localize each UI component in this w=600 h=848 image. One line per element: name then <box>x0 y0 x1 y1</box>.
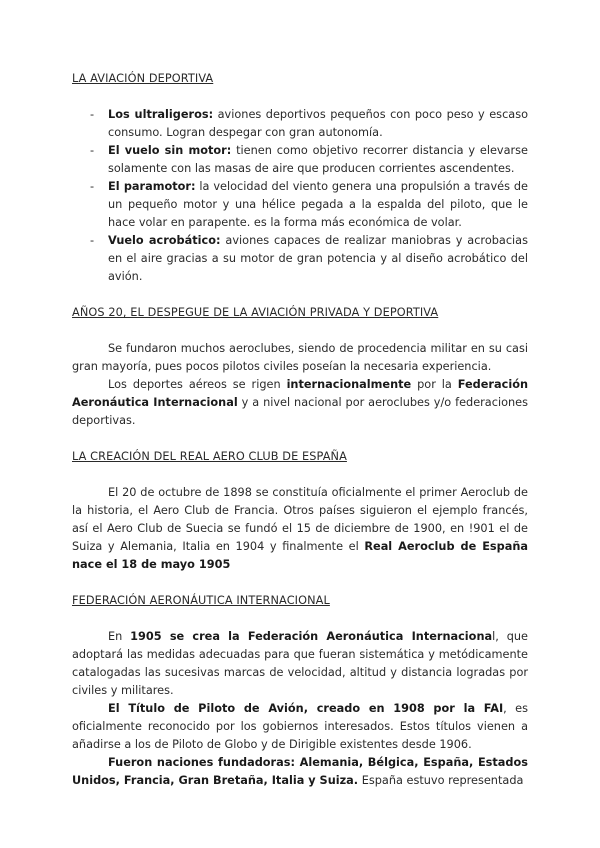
bullet-list <box>72 106 528 286</box>
bold-text: 1905 se crea la Federación Aeronáutica Internaciona <box>130 630 493 643</box>
section-heading: LA CREACIÓN DEL REAL AERO CLUB DE ESPAÑA <box>72 450 347 463</box>
bullet-dash: - <box>90 180 95 193</box>
paragraph <box>72 376 528 430</box>
bold-text: Fueron naciones fundadoras: Alemania, Bélgica, España, Estados Unidos, Francia, Gran Bretaña, Italia y Suiza. <box>72 756 528 787</box>
bold-text: El Título de Piloto de Avión, creado en 1908 por la FAI <box>108 702 504 715</box>
paragraph <box>72 484 528 574</box>
text-run: Los deportes aéreos se rigen <box>108 378 287 391</box>
paragraph <box>72 754 528 790</box>
list-item <box>72 232 528 286</box>
section-heading: LA AVIACIÓN DEPORTIVA <box>72 72 214 85</box>
paragraph: Se fundaron muchos aeroclubes, siendo de procedencia militar en su casi gran mayoría, pues pocos pilotos civiles poseían la necesaria experiencia. <box>72 342 528 373</box>
term: El vuelo sin motor: <box>108 144 232 157</box>
list-item <box>72 178 528 232</box>
list-item <box>72 106 528 142</box>
bullet-dash: - <box>90 234 95 247</box>
text-run: , es oficialmente reconocido por los gobiernos interesados. Estos títulos vienen a añadirse a los de Piloto de Globo y de Dirigible existentes desde 1906. <box>72 702 528 751</box>
text-run: por la <box>411 378 458 391</box>
text-run: l, que adoptará las medidas adecuadas para que fueran sistemática y metódicamente catalogadas las sucesivas marcas de velocidad, altitud y distancia logradas por civiles y militares. <box>72 630 529 697</box>
term: El paramotor: <box>108 180 196 193</box>
term-description: aviones deportivos pequeños con poco peso y escaso consumo. Logran despegar con gran autonomía. <box>108 108 528 139</box>
section-heading: FEDERACIÓN AERONÁUTICA INTERNACIONAL <box>72 594 330 607</box>
text-run: El 20 de octubre de 1898 se constituía oficialmente el primer Aeroclub de la historia, el Aero Club de Francia. Otros países siguieron el ejemplo francés, así el Aero Club de Suecia se fundó el 15 de diciembre de 1900, en !901 el de Suiza y Alemania, Italia en 1904 y finalmente el <box>72 486 528 553</box>
bold-text: Real Aeroclub de España nace el 18 de mayo 1905 <box>72 540 529 571</box>
term: Los ultraligeros: <box>108 108 214 121</box>
term-description: tienen como objetivo recorrer distancia y elevarse solamente con las masas de aire que producen corrientes ascendentes. <box>108 144 529 175</box>
bold-text: internacionalmente <box>286 378 412 391</box>
bullet-dash: - <box>90 108 95 121</box>
section-aviacion-deportiva <box>72 70 528 286</box>
paragraph <box>72 700 528 754</box>
bullet-dash: - <box>90 144 95 157</box>
text-run: España estuvo representada <box>358 774 524 787</box>
section-heading: AÑOS 20, EL DESPEGUE DE LA AVIACIÓN PRIVADA Y DEPORTIVA <box>72 306 439 319</box>
text-run: y a nivel nacional por aeroclubes y/o federaciones deportivas. <box>72 396 528 427</box>
paragraph <box>72 628 528 700</box>
term: Vuelo acrobático: <box>108 234 221 247</box>
section-fai <box>72 592 528 790</box>
term-description: aviones capaces de realizar maniobras y acrobacias en el aire gracias a su motor de gran potencia y al diseño acrobático del avión. <box>108 234 528 283</box>
text-run: En <box>108 630 131 643</box>
bold-text: Federación Aeronáutica Internacional <box>72 378 529 409</box>
section-real-aero-club <box>72 448 528 574</box>
list-item <box>72 142 528 178</box>
term-description: la velocidad del viento genera una propulsión a través de un pequeño motor y una hélice pegada a la espalda del piloto, que le hace volar en parapente. es la forma más económica de volar. <box>108 180 528 229</box>
section-anos-20 <box>72 304 528 430</box>
document-page <box>72 70 528 808</box>
